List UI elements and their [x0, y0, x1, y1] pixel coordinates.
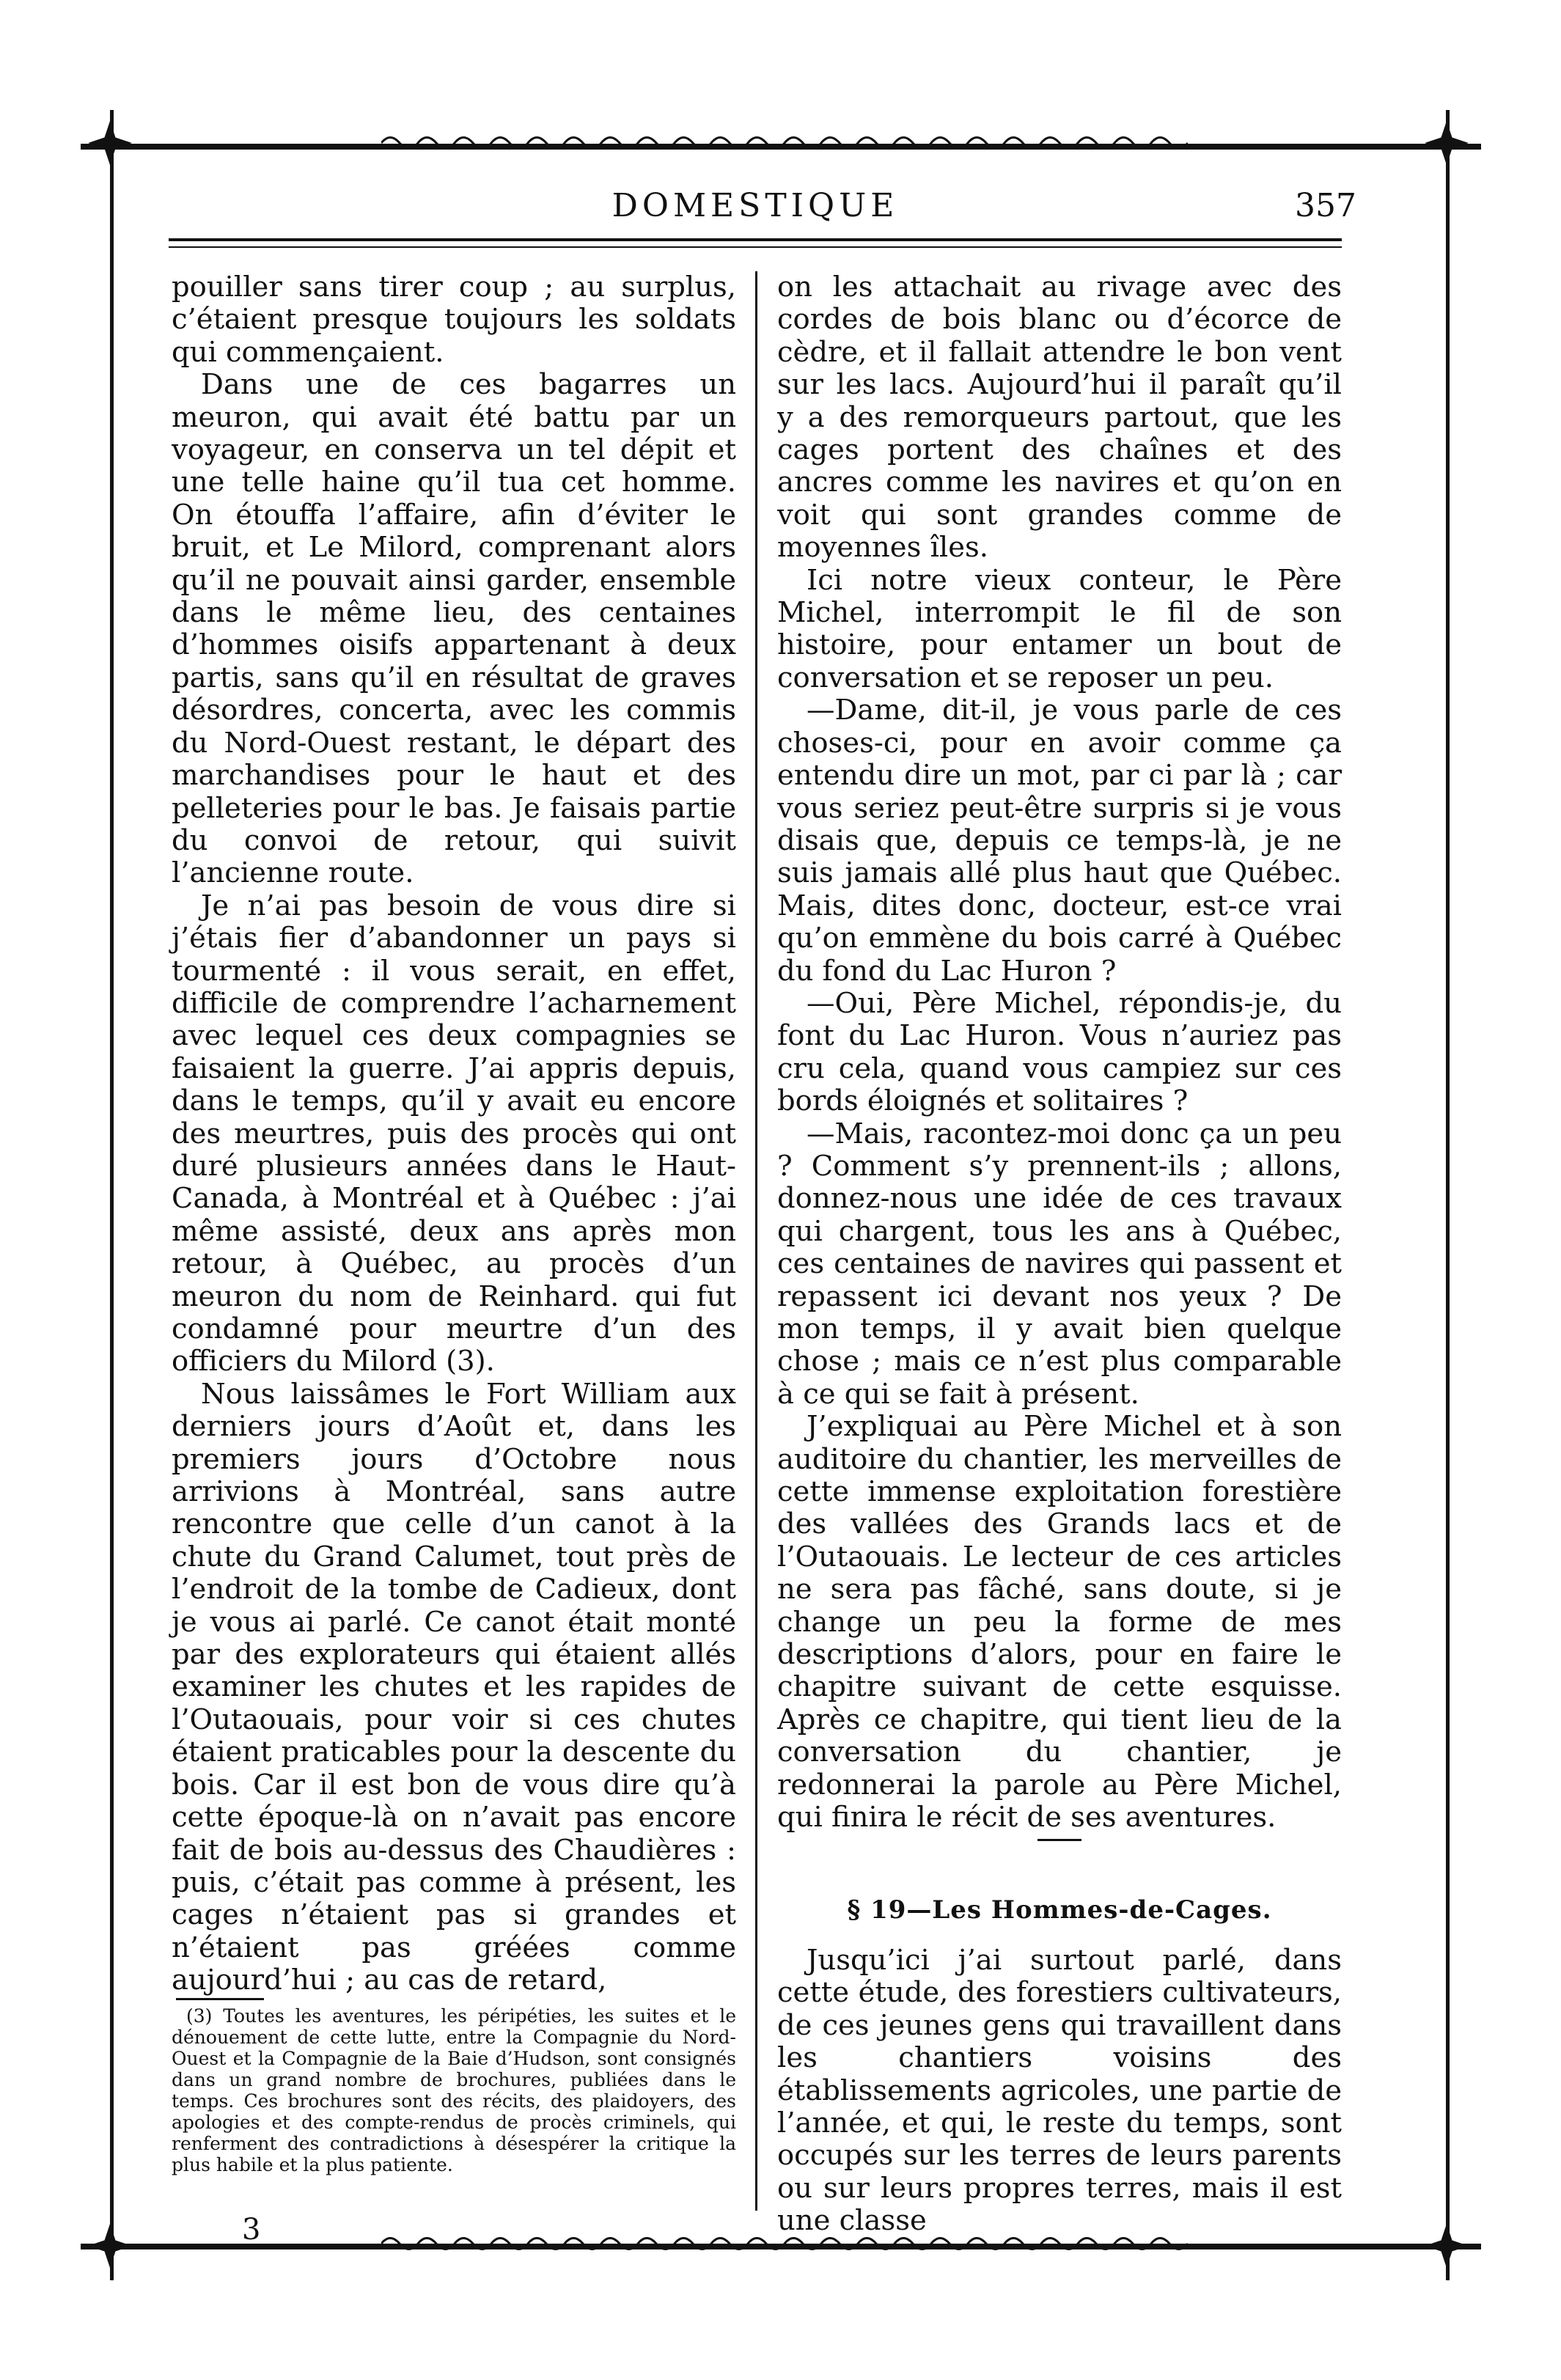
bottom-right-corner-ornament	[1421, 2220, 1472, 2271]
right-paragraph-4: —Oui, Père Michel, répondis-je, du font du Lac Huron. Vous n’auriez pas cru cela, quand vous campiez sur ces bords éloignés et solitaires ?	[777, 986, 1342, 1118]
right-border-rule	[1446, 110, 1450, 2280]
bottom-left-corner-ornament	[84, 2220, 136, 2271]
footnote	[172, 2005, 736, 2175]
left-paragraph-2: Dans une de ces bagarres un meuron, qui avait été battu par un voyageur, en conserva un tel dépit et une telle haine qu’il tua cet homme. On étouffa l’affaire, afin d’éviter le bruit, et Le Milord, comprenant alors qu’il ne pouvait ainsi garder, ensemble dans le même lieu, des centaines d’hommes oisifs appartenant à deux partis, sans qu’il en résultat de graves désordres, concerta, avec les commis du Nord-Ouest restant, le départ des marchandises pour le haut et des pelleteries pour le bas. Je faisais partie du convoi de retour, qui suivit l’ancienne route.	[172, 368, 736, 890]
top-wavy-ornament	[381, 132, 1188, 154]
top-right-corner-ornament	[1421, 117, 1472, 169]
header-rule-thin	[169, 246, 1342, 248]
left-column	[172, 271, 736, 1997]
right-paragraph-1: on les attachait au rivage avec des cordes de bois blanc ou d’écorce de cèdre, et il fallait attendre le bon vent sur les lacs. Aujourd’hui il paraît qu’il y a des remorqueurs partout, que les cages portent des chaînes et des ancres comme les navires et qu’on en voit qui sont grandes comme de moyennes îles.	[777, 271, 1342, 565]
right-paragraph-3: —Dame, dit-il, je vous parle de ces choses-ci, pour en avoir comme ça entendu dire un mot, par ci par là ; car vous seriez peut-être surpris si je vous disais que, depuis ce temps-là, je ne suis jamais allé plus haut que Québec. Mais, dites donc, docteur, est-ce vrai qu’on emmène du bois carré à Québec du fond du Lac Huron ?	[777, 694, 1342, 988]
left-paragraph-3: Je n’ai pas besoin de vous dire si j’étais fier d’abandonner un pays si tourmenté : il vous serait, en effet, difficile de comprendre l’acharnement avec lequel ces deux compagnies se faisaient la guerre. J’ai appris depuis, dans le temps, qu’il y avait eu encore des meurtres, puis des procès qui ont duré plusieurs années dans le Haut-Canada, à Montréal et à Québec : j’ai même assisté, deux ans après mon retour, à Québec, au procès d’un meuron du nom de Reinhard. qui fut condamné pour meurtre d’un des officiers du Milord (3).	[172, 889, 736, 1378]
section-paragraph-1: Jusqu’ici j’ai surtout parlé, dans cette étude, des forestiers cultivateurs, de ces jeunes gens qui travaillent dans les chantiers voisins des établissements agricoles, une partie de l’année, et qui, le reste du temps, sont occupés sur les terres de leurs parents ou sur leurs propres terres, mais il est une classe	[777, 1944, 1342, 2238]
running-head: DOMESTIQUE	[611, 187, 899, 224]
header-rule	[169, 238, 1342, 241]
right-column	[777, 271, 1342, 1834]
page-number: 357	[1295, 187, 1356, 224]
page-header	[169, 187, 1356, 231]
left-paragraph-4: Nous laissâmes le Fort William aux derniers jours d’Août et, dans les premiers jours d’Octobre nous arrivions à Montréal, sans autre rencontre que celle d’un canot à la chute du Grand Calumet, tout près de l’endroit de la tombe de Cadieux, dont je vous ai parlé. Ce canot était monté par des explorateurs qui étaient allés examiner les chutes et les rapides de l’Outaouais, pour voir si ces chutes étaient praticables pour la descente du bois. Car il est bon de vous dire qu’à cette époque-là on n’avait pas encore fait de bois au-dessus des Chaudières : puis, c’était pas comme à présent, les cages n’étaient pas si grandes et n’étaient pas gréées comme aujourd’hui ; au cas de retard,	[172, 1377, 736, 1997]
right-paragraph-2: Ici notre vieux conteur, le Père Michel, interrompit le fil de son histoire, pour entamer un bout de conversation et se reposer un peu.	[777, 563, 1342, 694]
footnote-rule	[176, 1998, 264, 2000]
left-border-rule	[110, 110, 114, 2280]
left-paragraph-1: pouiller sans tirer coup ; au surplus, c’étaient presque toujours les soldats qui commençaient.	[172, 271, 736, 369]
signature-mark: 3	[242, 2213, 261, 2247]
right-paragraph-6: J’expliquai au Père Michel et à son auditoire du chantier, les merveilles de cette immense exploitation forestière des vallées des Grands lacs et de l’Outaouais. Le lecteur de ces articles ne sera pas fâché, sans doute, si je change un peu la forme de mes descriptions d’alors, pour en faire le chapitre suivant de cette esquisse. Après ce chapitre, qui tient lieu de la conversation du chantier, je redonnerai la parole au Père Michel, qui finira le récit de ses aventures.	[777, 1410, 1342, 1834]
column-divider	[755, 271, 757, 2211]
section-separator	[1037, 1839, 1081, 1841]
footnote-text: (3) Toutes les aventures, les péripéties, les suites et le dénouement de cette lutte, entre la Compagnie du Nord-Ouest et la Compagnie de la Baie d’Hudson, sont consignés dans un grand nombre de brochures, publiées dans le temps. Ces brochures sont des récits, des plaidoyers, des apologies et des compte-rendus de procès criminels, qui renferment des contradictions à désespérer la critique la plus habile et la plus patiente.	[172, 2005, 736, 2175]
right-paragraph-5: —Mais, racontez-moi donc ça un peu ? Comment s’y prennent-ils ; allons, donnez-nous une idée de ces travaux qui chargent, tous les ans à Québec, ces centaines de navires qui passent et repassent ici devant nos yeux ? De mon temps, il y avait bien quelque chose ; mais ce n’est plus comparable à ce qui se fait à présent.	[777, 1117, 1342, 1411]
top-left-corner-ornament	[84, 117, 136, 169]
section-title: § 19—Les Hommes-de-Cages.	[847, 1895, 1272, 1925]
section-body	[777, 1944, 1342, 2238]
